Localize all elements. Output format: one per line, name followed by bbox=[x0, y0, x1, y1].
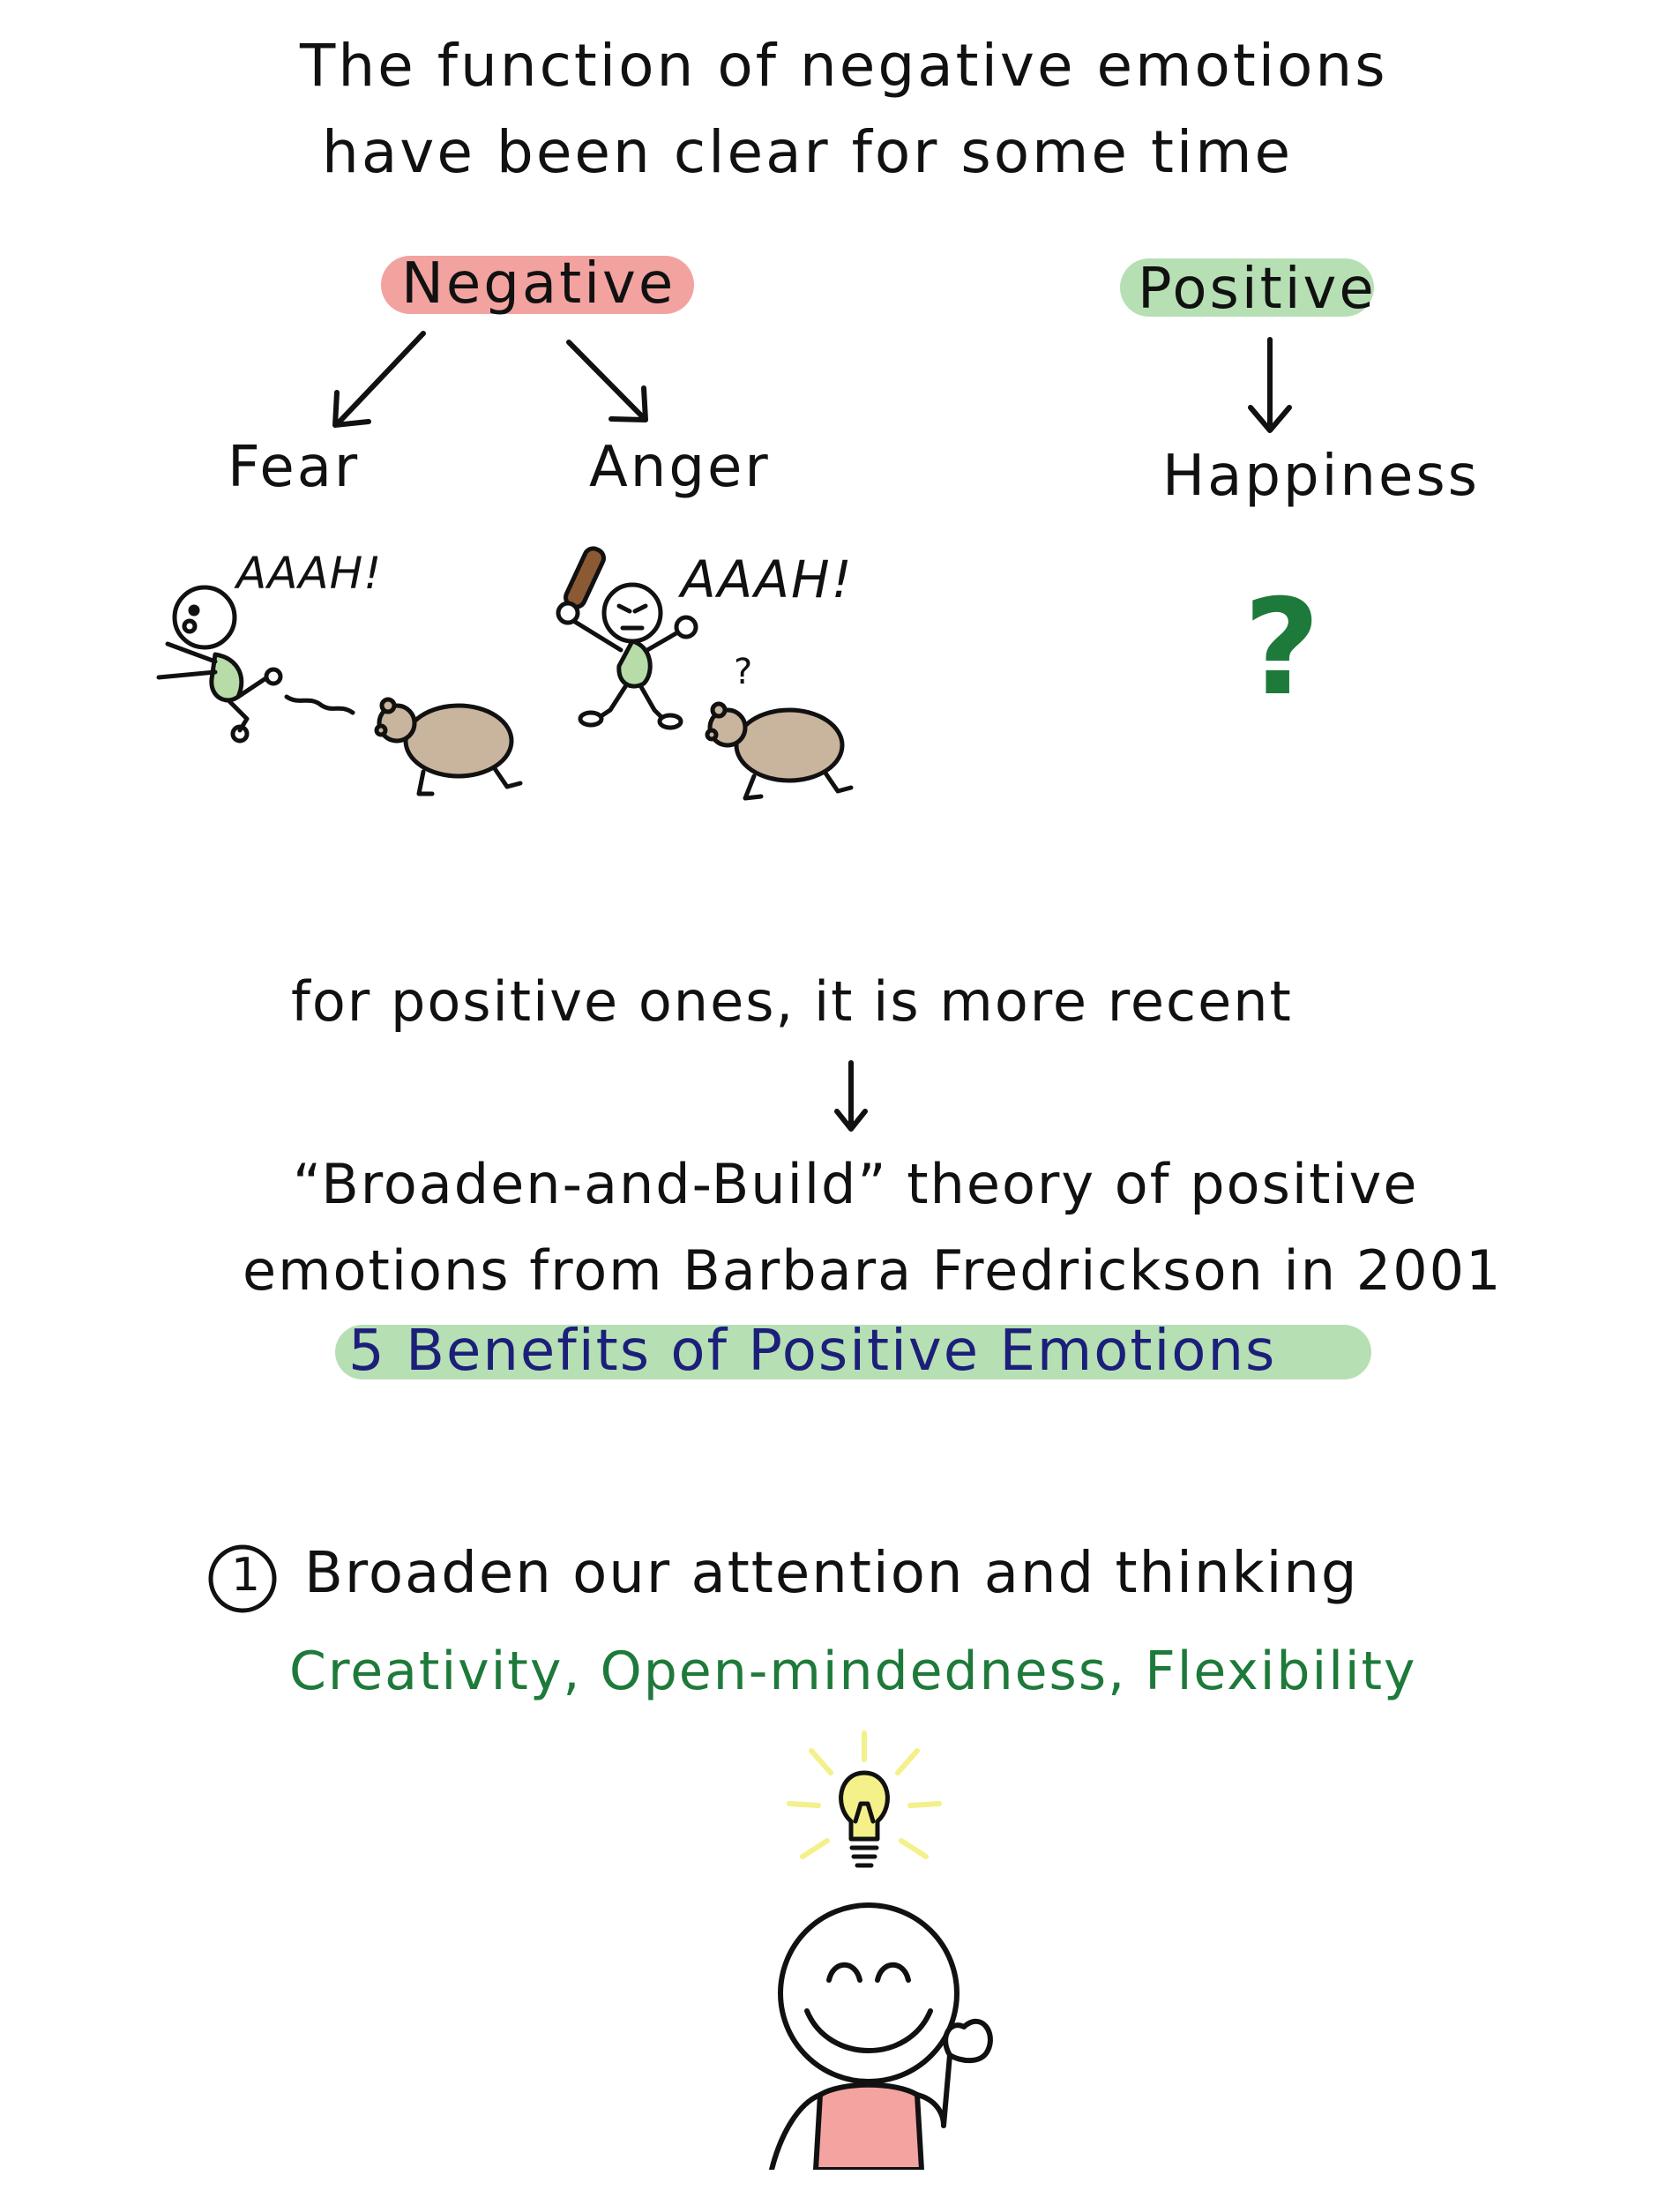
fear-label: Fear bbox=[228, 435, 361, 500]
recent-arrow bbox=[825, 1058, 877, 1138]
benefit-1-title: Broaden our attention and thinking bbox=[304, 1541, 1359, 1606]
bear-question: ? bbox=[734, 652, 753, 692]
heading-line-2: have been clear for some time bbox=[322, 118, 1294, 186]
positive-label: Positive bbox=[1138, 257, 1377, 322]
anger-shout: AAAH! bbox=[681, 549, 854, 609]
benefit-number: 1 bbox=[231, 1549, 261, 1602]
heading-line-1: The function of negative emotions bbox=[300, 32, 1388, 100]
positive-question-mark: ? bbox=[1243, 572, 1321, 725]
theory-line-2: emotions from Barbara Fredrickson in 2001 bbox=[243, 1238, 1503, 1303]
theory-line-1: “Broaden-and-Build” theory of positive bbox=[293, 1152, 1419, 1216]
bear-2-illustration bbox=[692, 692, 869, 825]
bear-1-illustration bbox=[362, 688, 538, 820]
negative-label: Negative bbox=[401, 251, 676, 317]
happy-figure-illustration bbox=[745, 1879, 1045, 2170]
benefits-title: 5 Benefits of Positive Emotions bbox=[348, 1319, 1277, 1384]
happiness-label: Happiness bbox=[1162, 444, 1480, 509]
fear-shout: AAAH! bbox=[236, 548, 383, 599]
anger-label: Anger bbox=[589, 435, 771, 500]
benefit-1-subtitle: Creativity, Open-mindedness, Flexibility bbox=[289, 1641, 1417, 1702]
recent-line: for positive ones, it is more recent bbox=[291, 969, 1293, 1034]
lightbulb-icon bbox=[776, 1724, 952, 1901]
